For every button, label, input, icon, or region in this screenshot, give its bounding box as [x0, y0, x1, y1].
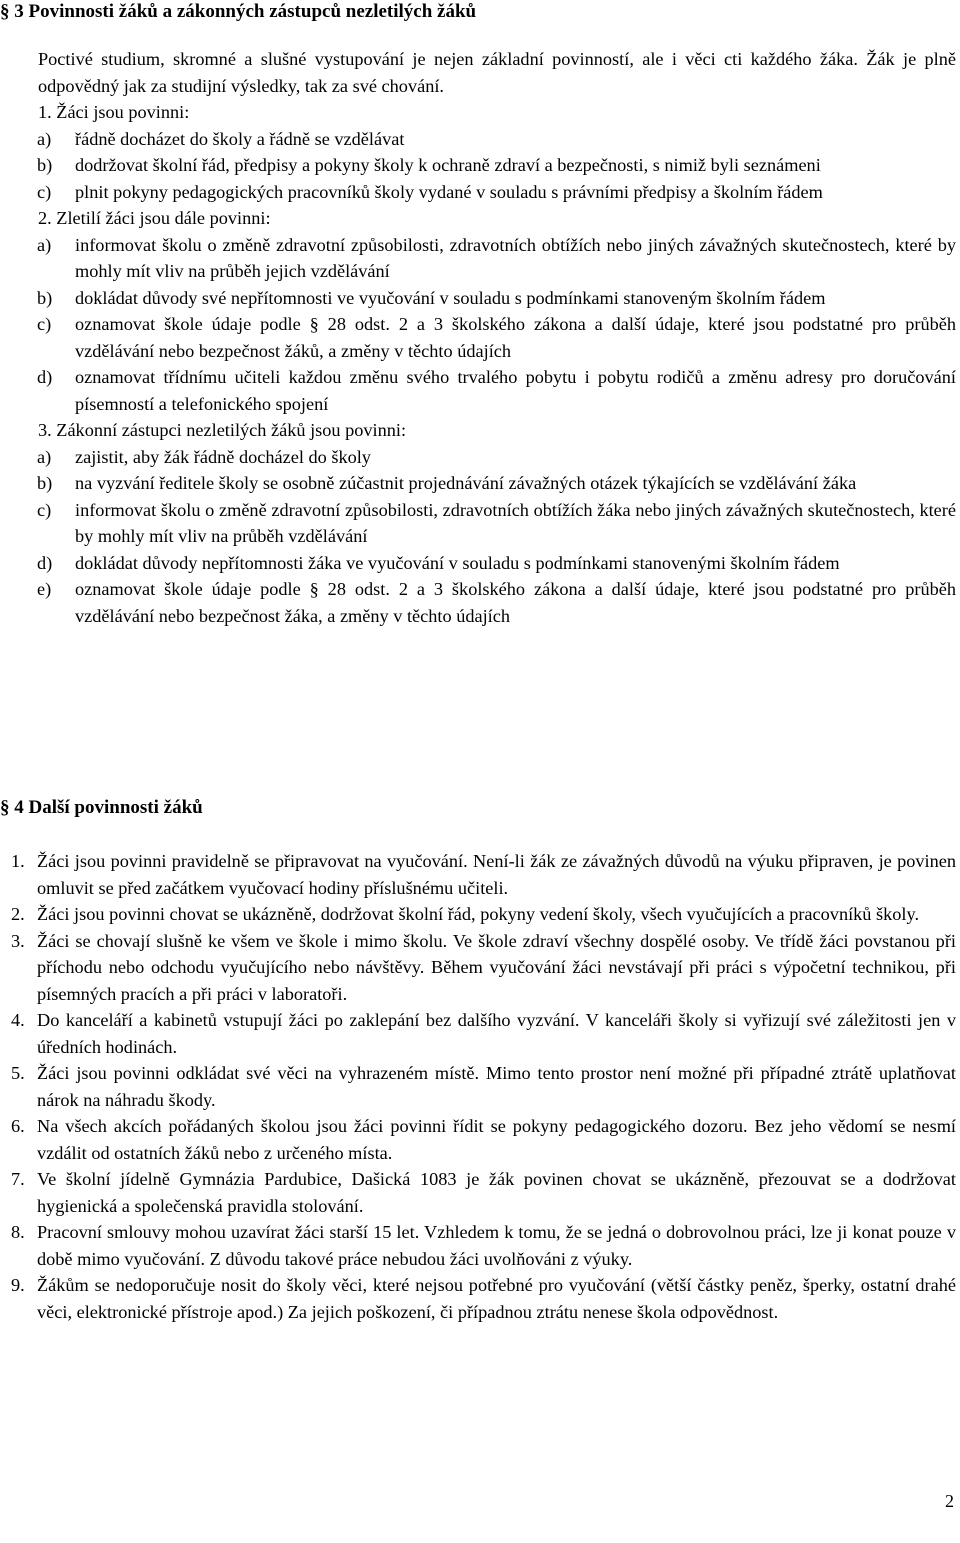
section-3-body [37, 46, 956, 629]
list-item-text: oznamovat škole údaje podle § 28 odst. 2 a 3 školského zákona a další údaje, které jsou podstatné pro průběh vzdělávání nebo bezpečnost žáka, a změny v těchto údajích [75, 579, 956, 626]
list-item [37, 152, 956, 179]
list-item [11, 1166, 956, 1219]
obligation-group [37, 99, 956, 205]
list-item [11, 1219, 956, 1272]
list-item-label: c) [37, 314, 52, 334]
list-item [11, 928, 956, 1008]
list-item-number: 5. [11, 1063, 25, 1083]
list-item-label: b) [37, 155, 53, 175]
list-item-text: oznamovat škole údaje podle § 28 odst. 2 a 3 školského zákona a další údaje, které jsou podstatné pro průběh vzdělávání nebo bezpečnost žáků, a změny v těchto údajích [75, 314, 956, 361]
list-item [11, 901, 956, 928]
list-item-text: Na všech akcích pořádaných školou jsou žáci povinni řídit se pokyny pedagogického dozoru. Bez jeho vědomí se nesmí vzdálit od ostatních žáků nebo z určeného místa. [37, 1116, 956, 1163]
obligation-group-heading: 2. Zletilí žáci jsou dále povinni: [38, 208, 271, 228]
obligation-group-heading: 3. Zákonní zástupci nezletilých žáků jsou povinni: [38, 420, 407, 440]
list-item [37, 126, 956, 153]
list-item-label: a) [37, 128, 52, 149]
section-3-heading: § 3 Povinnosti žáků a zákonných zástupců nezletilých žáků [0, 1, 477, 22]
page-number: 2 [945, 1491, 954, 1511]
section-3-groups [37, 99, 956, 629]
list-item-label: d) [37, 552, 53, 573]
list-item-text: informovat školu o změně zdravotní způsobilosti, zdravotních obtížích nebo jiných závažných skutečnostech, které by mohly mít vliv na průběh jejich vzdělávání [75, 234, 956, 281]
list-item [37, 364, 956, 417]
list-item-label: a) [37, 446, 52, 467]
list-item-number: 3. [11, 930, 25, 951]
list-item-text: Žáci jsou povinni odkládat své věci na vyhrazeném místě. Mimo tento prostor není možné při případné ztrátě uplatňovat nárok na náhradu škody. [37, 1063, 956, 1110]
list-item-number: 8. [11, 1222, 25, 1242]
list-item-text: zajistit, aby žák řádně docházel do školy [75, 446, 371, 467]
list-item [37, 444, 956, 471]
list-item-text: dokládat důvody své nepřítomnosti ve vyučování v souladu s podmínkami stanoveným školním řádem [75, 287, 826, 308]
list-item-number: 6. [11, 1116, 25, 1136]
list-item-number: 4. [11, 1010, 25, 1030]
list-item-text: Žáci jsou povinni pravidelně se připravovat na vyučování. Není-li žák ze závažných důvodů na výuku připraven, je povinen omluvit se před začátkem vyučovací hodiny příslušnému učiteli. [37, 851, 956, 898]
list-item [11, 1060, 956, 1113]
list-item-text: informovat školu o změně zdravotní způsobilosti, zdravotních obtížích žáka nebo jiných závažných skutečnostech, které by mohly mít vliv na průběh vzdělávání [75, 499, 956, 546]
list-item [11, 1113, 956, 1166]
list-item-number: 7. [11, 1169, 25, 1189]
list-item [37, 550, 956, 577]
section-4-body [11, 848, 956, 1325]
list-item [37, 232, 956, 285]
list-item-label: c) [37, 181, 52, 202]
list-item-text: dokládat důvody nepřítomnosti žáka ve vyučování v souladu s podmínkami stanovenými školním řádem [75, 552, 840, 573]
obligation-group [37, 417, 956, 629]
list-item-number: 9. [11, 1275, 25, 1295]
list-item [37, 285, 956, 312]
section-4-list [11, 848, 956, 1325]
list-item-text: plnit pokyny pedagogických pracovníků školy vydané v souladu s právními předpisy a školním řádem [75, 181, 823, 202]
list-item [11, 848, 956, 901]
list-item [37, 497, 956, 550]
list-item [37, 179, 956, 206]
list-item-text: oznamovat třídnímu učiteli každou změnu svého trvalého pobytu i pobytu rodičů a změnu adresy pro doručování písemností a telefonického spojení [75, 367, 956, 414]
list-item-number: 1. [11, 851, 25, 871]
list-item [37, 470, 956, 497]
list-item-text: Žáci jsou povinni chovat se ukázněně, dodržovat školní řád, pokyny vedení školy, všech vyučujících a pracovníků školy. [37, 904, 920, 924]
list-item-text: řádně docházet do školy a řádně se vzdělávat [75, 128, 405, 149]
section-4-heading: § 4 Další povinnosti žáků [0, 797, 203, 818]
list-item-label: b) [37, 473, 53, 493]
list-item-label: d) [37, 367, 53, 387]
list-item [37, 576, 956, 629]
list-item-text: dodržovat školní řád, předpisy a pokyny školy k ochraně zdraví a bezpečnosti, s nimiž byli seznámeni [75, 155, 821, 175]
list-item-label: b) [37, 287, 53, 308]
list-item [11, 1007, 956, 1060]
list-item [37, 311, 956, 364]
list-item-label: e) [37, 579, 52, 599]
list-item-label: a) [37, 234, 52, 255]
list-item-text: Pracovní smlouvy mohou uzavírat žáci starší 15 let. Vzhledem k tomu, že se jedná o dobrovolnou práci, lze ji konat pouze v době mimo vyučování. Z důvodu takové práce nebudou žáci uvolňováni z výuky. [37, 1222, 956, 1269]
list-item-text: Ve školní jídelně Gymnázia Pardubice, Dašická 1083 je žák povinen chovat se ukázněně, přezouvat se a dodržovat hygienická a společenská pravidla stolování. [37, 1169, 956, 1216]
obligation-group-heading: 1. Žáci jsou povinni: [38, 102, 190, 122]
list-item-label: c) [37, 499, 52, 520]
list-item-text: Žáci se chovají slušně ke všem ve škole i mimo školu. Ve škole zdraví všechny dospělé osoby. Ve třídě žáci povstanou při příchodu nebo odchodu vyučujícího nebo návštěvy. Během vyučování žáci nevstávají při práci s výpočetní technikou, při písemných pracích a při práci v laboratoři. [37, 930, 956, 1004]
section-3-intro: Poctivé studium, skromné a slušné vystupování je nejen základní povinností, ale i věci cti každého žáka. Žák je plně odpovědný jak za studijní výsledky, tak za své chování. [38, 49, 956, 96]
list-item-text: Do kanceláří a kabinetů vstupují žáci po zaklepání bez dalšího vyzvání. V kanceláři školy si vyřizují své záležitosti jen v úředních hodinách. [37, 1010, 956, 1057]
list-item [11, 1272, 956, 1325]
list-item-number: 2. [11, 904, 25, 924]
list-item-text: Žákům se nedoporučuje nosit do školy věci, které nejsou potřebné pro vyučování (větší částky peněz, šperky, ostatní drahé věci, elektronické přístroje apod.) Za jejich poškození, či případnou ztrátu nenese škola odpovědnost. [37, 1275, 956, 1322]
list-item-text: na vyzvání ředitele školy se osobně zúčastnit projednávání závažných otázek týkajících se vzdělávání žáka [75, 473, 857, 493]
obligation-group [37, 205, 956, 417]
